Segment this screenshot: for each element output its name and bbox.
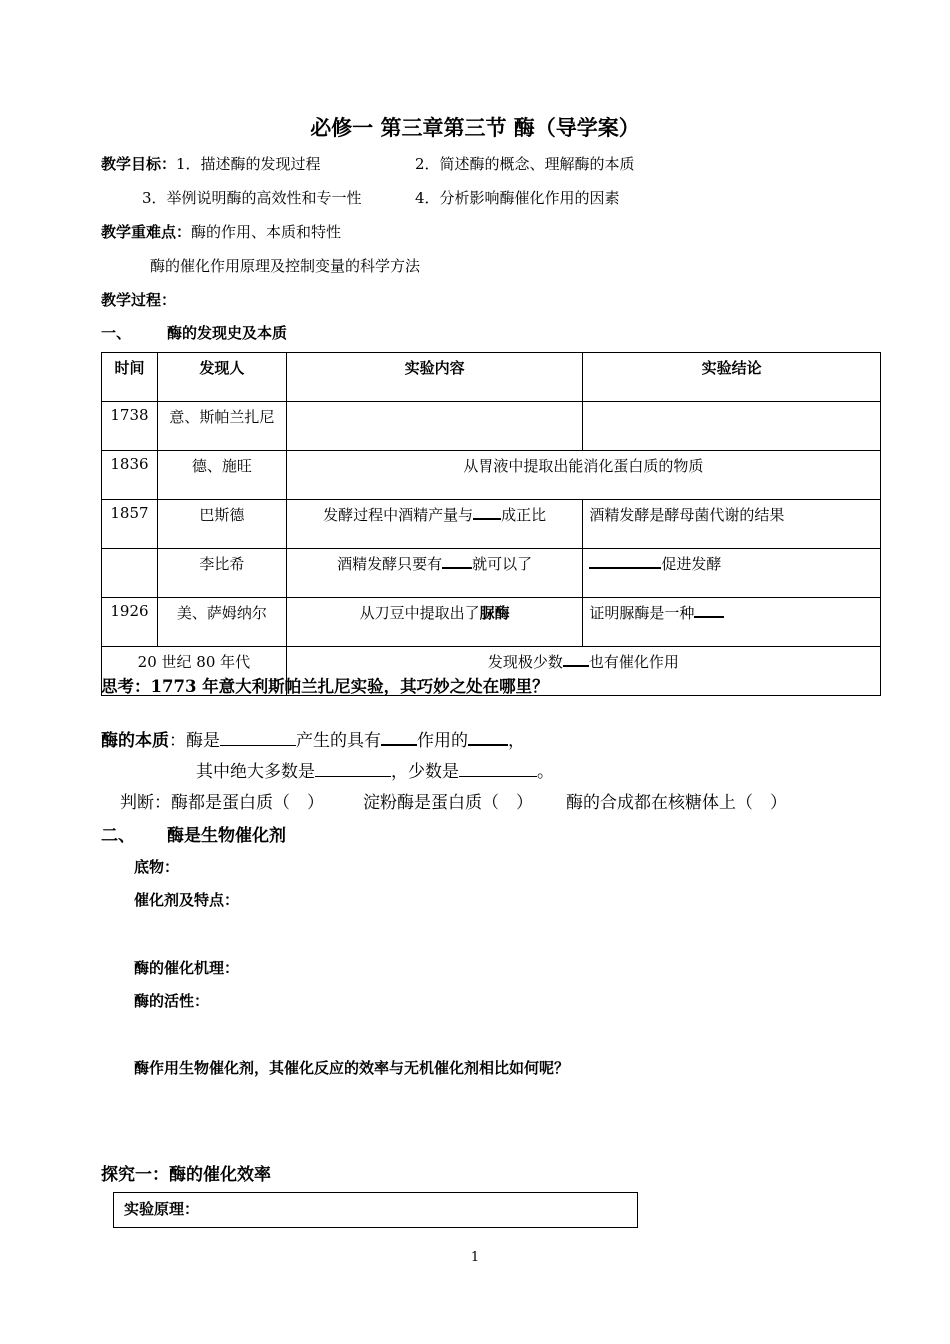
goal-4: 4．分析影响酶催化作用的因素	[415, 189, 620, 207]
header-time: 时间	[102, 353, 158, 402]
cell-person: 李比希	[157, 549, 286, 598]
cell-merged: 从胃液中提取出能消化蛋白质的物质	[286, 451, 880, 500]
cell-time: 1836	[102, 451, 158, 500]
cell-person: 巴斯德	[157, 500, 286, 549]
essence-text: 其中绝大多数是	[196, 762, 315, 782]
content-text: 也有催化作用	[588, 653, 679, 671]
fill-blank	[473, 518, 501, 520]
content-text: 发现极少数	[487, 653, 563, 671]
judge-line	[120, 788, 324, 813]
content-text: 成正比	[501, 506, 547, 524]
cell-time	[102, 549, 158, 598]
cell-person: 美、萨姆纳尔	[157, 598, 286, 647]
content-text: 酒精发酵只要有	[337, 555, 443, 573]
fill-blank	[694, 616, 724, 618]
conclusion-text: 促进发酵	[661, 555, 722, 573]
page-title: 必修一 第三章第三节 酶（导学案）	[310, 115, 640, 140]
content-text: 发酵过程中酒精产量与	[323, 506, 474, 524]
section2-num: 二、	[101, 826, 135, 846]
cell-time: 1857	[102, 500, 158, 549]
essence-text: 。	[537, 762, 554, 782]
goals-label: 教学目标：	[101, 155, 177, 173]
keypoints-text-1: 酶的作用、本质和特性	[191, 223, 342, 241]
goal-3: 3．举例说明酶的高效性和专一性	[142, 189, 362, 207]
section1-num: 一、	[101, 324, 132, 342]
fill-blank	[459, 776, 537, 777]
table-row	[102, 598, 881, 647]
item-mechanism: 酶的催化机理：	[134, 959, 240, 977]
cell-content	[286, 500, 583, 549]
cell-time-person: 20 世纪 80 年代	[102, 647, 287, 696]
table-row	[102, 451, 881, 500]
judge-question: 淀粉酶是蛋白质（ ）	[363, 793, 533, 813]
goals-line-1	[101, 153, 321, 174]
cell-conclusion	[583, 402, 881, 451]
conclusion-text: 证明脲酶是一种	[589, 604, 695, 622]
fill-blank	[563, 665, 589, 667]
table-row	[102, 402, 881, 451]
keypoints-text-2: 酶的催化作用原理及控制变量的科学方法	[150, 257, 421, 275]
principle-box	[113, 1192, 638, 1228]
fill-blank	[315, 776, 391, 777]
think-question: 思考：1773 年意大利斯帕兰扎尼实验，其巧妙之处在哪里？	[101, 677, 549, 696]
section1-title: 酶的发现史及本质	[167, 324, 288, 342]
goal-2: 2．简述酶的概念、理解酶的本质	[415, 155, 635, 173]
judge-question: 酶都是蛋白质（ ）	[171, 793, 324, 813]
essence-line-2	[196, 757, 554, 782]
judge-label: 判断：	[120, 793, 171, 813]
cell-time: 1738	[102, 402, 158, 451]
essence-text: ：酶是	[169, 731, 220, 751]
cell-conclusion: 酒精发酵是酵母菌代谢的结果	[583, 500, 881, 549]
cell-content	[286, 598, 583, 647]
table-row	[102, 549, 881, 598]
table-header-row	[102, 353, 881, 402]
cell-person: 意、斯帕兰扎尼	[157, 402, 286, 451]
item-activity: 酶的活性：	[134, 992, 210, 1010]
table-row	[102, 500, 881, 549]
essence-text: 作用的	[417, 731, 468, 751]
essence-line-1	[101, 726, 525, 751]
cell-content	[286, 402, 583, 451]
item-catalyst: 催化剂及特点：	[134, 891, 240, 909]
keypoints-label: 教学重难点：	[101, 223, 192, 241]
explore-heading: 探究一：酶的催化效率	[101, 1165, 271, 1185]
essence-label: 酶的本质	[101, 731, 169, 751]
cell-conclusion	[583, 598, 881, 647]
essence-text: ，少数是	[391, 762, 459, 782]
fill-blank	[468, 744, 508, 746]
content-bold-text: 脲酶	[479, 604, 510, 622]
discovery-table	[101, 352, 881, 696]
fill-blank	[381, 744, 417, 746]
efficiency-question: 酶作用生物催化剂，其催化反应的效率与无机催化剂相比如何呢？	[134, 1059, 570, 1077]
process-label: 教学过程：	[101, 291, 177, 309]
content-text: 就可以了	[472, 555, 533, 573]
essence-text: 产生的具有	[296, 731, 381, 751]
cell-person: 德、施旺	[157, 451, 286, 500]
content-text: 从刀豆中提取出了	[359, 604, 480, 622]
fill-blank	[220, 745, 296, 746]
judge-question: 酶的合成都在核糖体上（ ）	[566, 793, 787, 813]
section2-title: 酶是生物催化剂	[167, 826, 286, 846]
header-content: 实验内容	[286, 353, 583, 402]
essence-text: ，	[508, 731, 525, 751]
cell-content	[286, 549, 583, 598]
cell-conclusion	[583, 549, 881, 598]
fill-blank	[442, 567, 472, 569]
header-person: 发现人	[157, 353, 286, 402]
goal-1: 1．描述酶的发现过程	[176, 155, 321, 173]
principle-label: 实验原理：	[124, 1200, 200, 1218]
cell-time: 1926	[102, 598, 158, 647]
page-number: 1	[470, 1250, 480, 1265]
header-conclusion: 实验结论	[583, 353, 881, 402]
item-substrate: 底物：	[134, 858, 180, 876]
fill-blank	[589, 567, 661, 569]
keypoints-line-1	[101, 221, 341, 242]
